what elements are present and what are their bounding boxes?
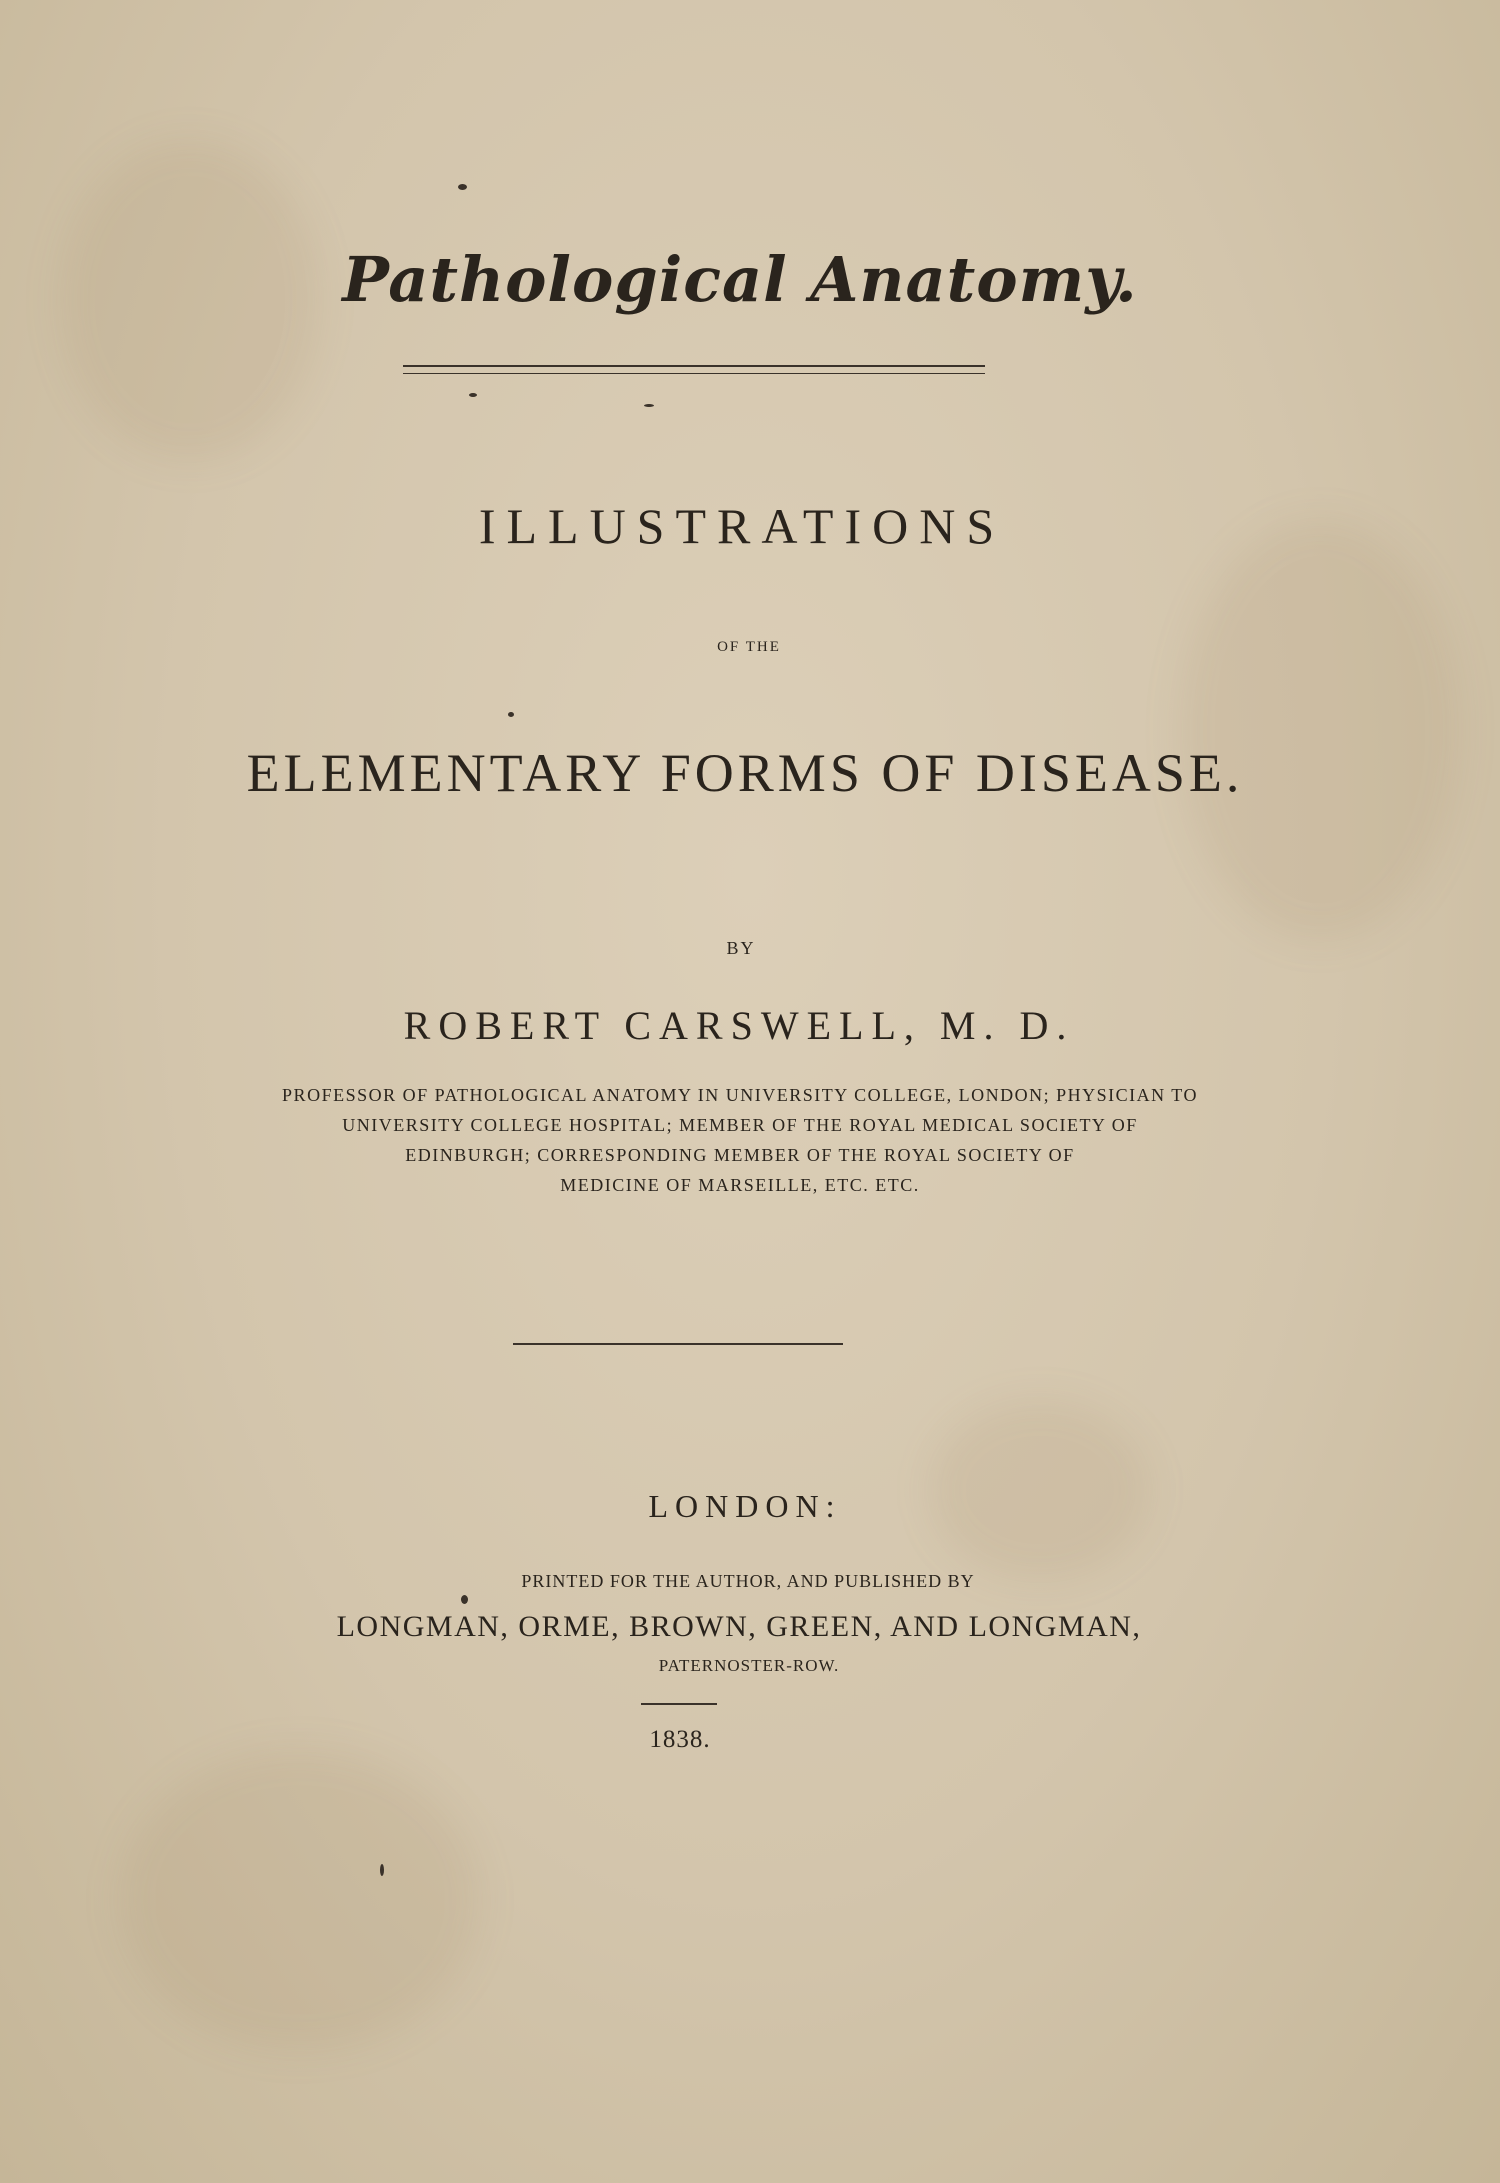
publisher-name: LONGMAN, ORME, BROWN, GREEN, AND LONGMAN, [336,1610,1142,1643]
main-title: Pathological Anatomy. [342,243,1138,316]
ink-speck [469,393,477,397]
ink-speck [644,404,654,407]
printed-line: PRINTED FOR THE AUTHOR, AND PUBLISHED BY [521,1571,975,1591]
ink-speck [508,712,514,717]
short-rule [641,1703,717,1705]
illustrations-heading: ILLUSTRATIONS [478,498,1006,554]
publisher-address: PATERNOSTER-ROW. [658,1656,840,1675]
ink-speck [461,1595,468,1604]
author-name: ROBERT CARSWELL, M. D. [403,1003,1075,1048]
paper-stain [1180,520,1460,940]
by-text: BY [726,938,756,958]
credentials-line: UNIVERSITY COLLEGE HOSPITAL; MEMBER OF THE ROYAL MEDICAL SOCIETY OF [342,1115,1138,1135]
imprint-city: LONDON: [648,1488,842,1524]
double-rule [403,365,985,374]
divider-rule [513,1343,843,1345]
ink-speck [458,184,467,190]
publication-year: 1838. [649,1726,711,1753]
subject-heading: ELEMENTARY FORMS OF DISEASE. [246,743,1244,803]
credentials-line: MEDICINE OF MARSEILLE, ETC. ETC. [560,1175,920,1195]
paper-stain [120,1750,480,2050]
author-credentials [0,1080,1490,1200]
ink-speck [380,1864,384,1876]
credentials-line: PROFESSOR OF PATHOLOGICAL ANATOMY IN UNIVERSITY COLLEGE, LONDON; PHYSICIAN TO [282,1085,1198,1105]
of-the-text: OF THE [717,639,781,655]
credentials-line: EDINBURGH; CORRESPONDING MEMBER OF THE ROYAL SOCIETY OF [405,1145,1075,1165]
